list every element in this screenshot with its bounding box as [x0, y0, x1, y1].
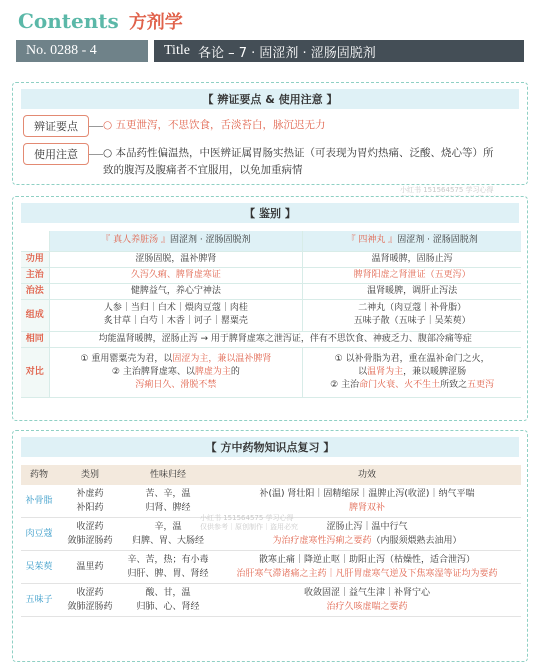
table-row: 组成 人参｜当归｜白术｜煨肉豆蔻｜肉桂 炙甘草｜白芍｜木香｜诃子｜罂粟壳 二神丸（肉豆蔻｜补骨脂） 五味子散（五味子｜吴茱萸）	[21, 299, 521, 331]
herb-name: 吴茱萸	[21, 551, 57, 584]
row-label: 对比	[21, 347, 49, 397]
table-row: 治法 健脾益气，养心宁神法 温肾暖脾，调肝止泻法	[21, 283, 521, 299]
table-row: 肉豆蔻 收涩药 敛肺涩肠药 辛，温 归脾、胃、大肠经 涩肠止泻｜温中行气 为治疗虚寒性泻痢之要药（内服须煨熟去油用）	[21, 518, 521, 551]
note-title-bar	[154, 40, 524, 62]
connector-line	[89, 126, 103, 127]
caution-text: ○ 本品药性偏温热，中医辨证属胃肠实热证（可表现为胃灼热痛、泛酸、烧心等）所致的腹泻及腹痛者不宜服用，以免加重病情	[103, 147, 494, 176]
key-point-tag: 辨证要点	[23, 115, 89, 137]
column-header-sishen: 『 四神丸 』固涩剂 · 涩肠固脱剂	[303, 231, 521, 251]
row-label: 相同	[21, 331, 49, 347]
table-header-row	[21, 231, 521, 251]
header-chinese-title: 方剂学	[128, 12, 183, 33]
herb-name: 补骨脂	[21, 485, 57, 518]
column-header-zhenren: 『 真人养脏汤 』固涩剂 · 涩肠固脱剂	[49, 231, 303, 251]
herb-name: 五味子	[21, 584, 57, 617]
herb-table	[21, 465, 521, 617]
row-label: 主治	[21, 267, 49, 283]
table-row: 吴茱萸 温里药 辛、苦，热；有小毒 归肝、脾、胃、肾经 散寒止痛｜降逆止呕｜助阳止泻（枯燥性，适合泄泻） 治肝寒气滞诸痛之主药｜凡肝胃虚寒气逆及下焦寒湿等证均为要药	[21, 551, 521, 584]
comparison-table	[21, 231, 521, 398]
table-row: 功用 涩肠固脱，温补脾肾 温肾暖脾，固肠止泻	[21, 251, 521, 267]
table-row: 相同 均能温肾暖脾，涩肠止泻 → 用于脾肾虚寒之泄泻证，伴有不思饮食、神疲乏力、腹部冷痛等症	[21, 331, 521, 347]
comparison-heading: 【 鉴别 】	[21, 203, 519, 223]
row-label: 组成	[21, 299, 49, 331]
connector-line	[89, 154, 103, 155]
herb-review-heading: 【 方中药物知识点复习 】	[21, 437, 519, 457]
row-label: 功用	[21, 251, 49, 267]
column-header: 性味归经	[123, 465, 213, 485]
table-row: 五味子 收涩药 敛肺涩肠药 酸、甘，温 归肺、心、肾经 收敛固涩｜益气生津｜补肾宁心 治疗久咳虚喘之要药	[21, 584, 521, 617]
table-row: 补骨脂 补虚药 补阳药 苦、辛，温 归肾、脾经 补(温) 肾壮阳｜固精缩尿｜温脾止泻(收涩)｜纳气平喘 脾肾双补	[21, 485, 521, 518]
table-row: 对比 ① 重用罂粟壳为君，以固涩为主，兼以温补脾肾 ② 主治脾肾虚寒、以脾虚为主的 泻痢日久、滑脱不禁 ① 以补骨脂为君，重在温补命门之火， 以温肾为主，兼以暖脾涩肠 ② 主治命门火衰、火不生土所致之五更泻	[21, 347, 521, 397]
watermark: 小红书 151564575 学习心得 仅供参考｜原创制作｜盗用必究	[200, 514, 298, 531]
column-header: 功效	[213, 465, 521, 485]
caution-tag: 使用注意	[23, 143, 89, 165]
watermark: 小红书 151564575 学习心得	[400, 186, 494, 194]
title-text: 各论 – 7 · 固涩剂 · 涩肠固脱剂	[197, 45, 376, 61]
key-points-heading: 【 辨证要点 & 使用注意 】	[21, 89, 519, 109]
column-header: 药物	[21, 465, 57, 485]
caution-row	[23, 143, 503, 179]
key-points-section	[12, 82, 528, 185]
key-point-text: ○ 五更泄泻，不思饮食，舌淡苔白，脉沉迟无力	[103, 119, 326, 131]
table-header-row	[21, 465, 521, 485]
column-header: 类别	[57, 465, 123, 485]
title-label: Title	[164, 43, 190, 58]
note-number-bar: No. 0288 - 4	[16, 40, 148, 62]
comparison-section	[12, 196, 528, 421]
key-point-row	[23, 115, 503, 137]
table-row: 主治 久泻久痢、脾肾虚寒证 脾肾阳虚之肾泄证（五更泻）	[21, 267, 521, 283]
header-english-title: Contents	[18, 9, 119, 33]
page-header	[18, 8, 183, 36]
herb-review-section	[12, 430, 528, 662]
herb-name: 肉豆蔻	[21, 518, 57, 551]
row-label: 治法	[21, 283, 49, 299]
